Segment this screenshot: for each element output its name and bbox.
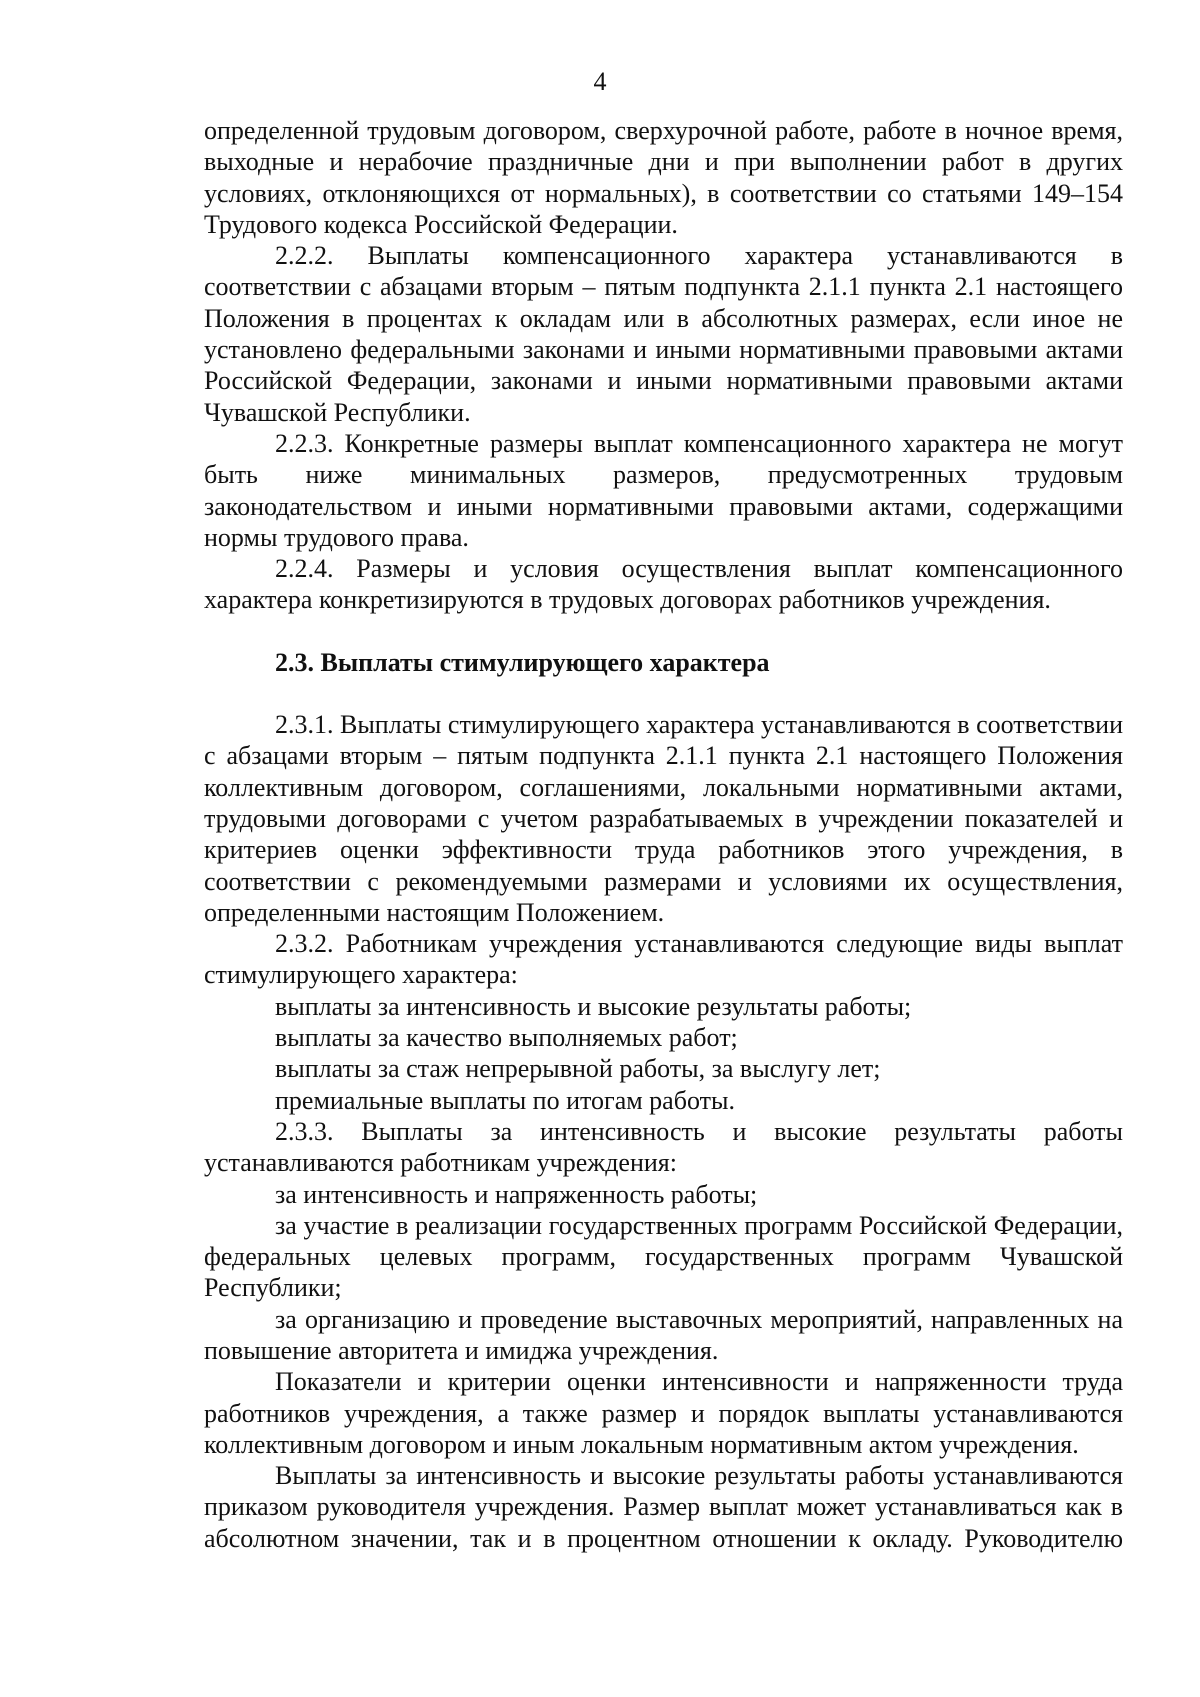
paragraph-2-2-4: 2.2.4. Размеры и условия осуществления выплат компенсационного характера конкретизируются в трудовых договорах работников учреждения. (204, 554, 1123, 615)
paragraph-criteria: Показатели и критерии оценки интенсивности и напряженности труда работников учреждения, а также размер и порядок выплаты устанавливаются коллективным договором и иным локальным нормативным актом учреждения. (204, 1367, 1123, 1459)
list-item: за интенсивность и напряженность работы; (275, 1179, 758, 1209)
list-item: премиальные выплаты по итогам работы. (275, 1085, 735, 1115)
paragraph-2-2-3: 2.2.3. Конкретные размеры выплат компенсационного характера не могут быть ниже минимальных размеров, предусмотренных трудовым законодательством и иными нормативными правовыми актами, содержащими нормы трудового права. (204, 428, 1123, 552)
list-item: за участие в реализации государственных программ Российской Федерации, федеральных целевых программ, государственных программ Чувашской Республики; (204, 1210, 1123, 1303)
paragraph-2-3-2: 2.3.2. Работникам учреждения устанавливаются следующие виды выплат стимулирующего характера: (204, 929, 1123, 990)
paragraph-2-3-3: 2.3.3. Выплаты за интенсивность и высокие результаты работы устанавливаются работникам учреждения: (204, 1116, 1123, 1178)
list-item: выплаты за качество выполняемых работ; (275, 1023, 738, 1053)
paragraph-payment-order: Выплаты за интенсивность и высокие результаты работы устанавливаются приказом руководителя учреждения. Размер выплат может устанавливаться как в абсолютном значении, так и в процентном отношении к окладу. Руководителю (204, 1461, 1123, 1553)
list-item: за организацию и проведение выставочных мероприятий, направленных на повышение авторитета и имиджа учреждения. (204, 1304, 1123, 1365)
section-heading-2-3: 2.3. Выплаты стимулирующего характера (275, 647, 770, 677)
list-item: выплаты за интенсивность и высокие результаты работы; (275, 991, 912, 1021)
paragraph-2-3-1: 2.3.1. Выплаты стимулирующего характера устанавливаются в соответствии с абзацами вторым – пятым подпункта 2.1.1 пункта 2.1 настоящего Положения коллективным договором, соглашениями, локальными нормативными актами, трудовыми договорами с учетом разрабатываемых в учреждении показателей и критериев оценки эффективности труда работников этого учреждения, в соответствии с рекомендуемыми размерами и условиями их осуществления, определенными настоящим Положением. (204, 710, 1123, 927)
list-item: выплаты за стаж непрерывной работы, за выслугу лет; (275, 1054, 881, 1084)
page-number: 4 (593, 67, 607, 96)
paragraph-continuation: определенной трудовым договором, сверхурочной работе, работе в ночное время, выходные и нерабочие праздничные дни и при выполнении работ в других условиях, отклоняющихся от нормальных), в соответствии со статьями 149–154 Трудового кодекса Российской Федерации. (204, 116, 1123, 239)
document-body (204, 115, 1123, 1554)
paragraph-2-2-2: 2.2.2. Выплаты компенсационного характера устанавливаются в соответствии с абзацами вторым – пятым подпункта 2.1.1 пункта 2.1 настоящего Положения в процентах к окладам или в абсолютных размерах, если иное не установлено федеральными законами и иными нормативными правовыми актами Российской Федерации, законами и иными нормативными правовыми актами Чувашской Республики. (204, 241, 1123, 427)
